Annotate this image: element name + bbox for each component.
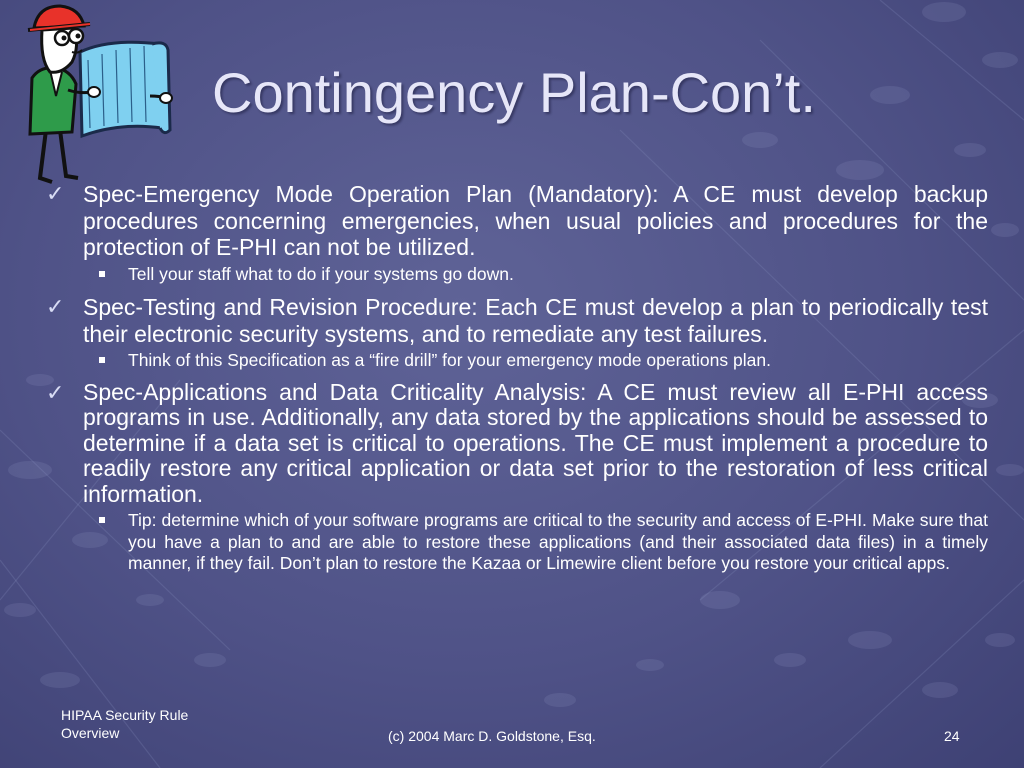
bullet-item xyxy=(44,181,988,261)
footer-title-line2: Overview xyxy=(61,725,120,741)
footer-title-line1: HIPAA Security Rule xyxy=(61,707,189,723)
sub-bullet-text: Think of this Specification as a “fire drill” for your emergency mode operations plan. xyxy=(128,350,771,370)
sub-bullet-text: Tip: determine which of your software programs are critical to the security and access of E-PHI. Make sure that you have a plan to and are able to restore these applications (and their associated data files) in a timely manner, if they fail. Don’t plan to restore the Kazaa or Limewire client before you restore your critical apps. xyxy=(128,510,988,573)
checkmark-icon: ✓ xyxy=(46,181,65,206)
square-bullet-icon xyxy=(99,271,105,277)
sub-bullet-item xyxy=(128,510,988,575)
bullet-item xyxy=(44,294,988,347)
bullet-text: Spec-Applications and Data Criticality Analysis: A CE must review all E-PHI access programs in use. Additionally, any data stored by the applications should be assessed to determine if a data set is critical to operations. The CE must implement a procedure to readily restore any critical application or data set prior to the restoration of less critical information. xyxy=(83,378,988,507)
slide-body xyxy=(44,181,988,579)
bullet-item xyxy=(44,380,988,508)
sub-bullet-item xyxy=(128,264,988,286)
square-bullet-icon xyxy=(99,517,105,523)
bullet-text: Spec-Testing and Revision Procedure: Each CE must develop a plan to periodically test their electronic security systems, and to remediate any test failures. xyxy=(83,294,988,347)
cartoon-person-hardhat-blueprint-icon xyxy=(10,0,180,190)
bullet-text: Spec-Emergency Mode Operation Plan (Mandatory): A CE must develop backup procedures concerning emergencies, when usual policies and procedures for the protection of E-PHI can not be utilized. xyxy=(83,181,988,260)
footer-presentation-title xyxy=(61,706,241,742)
checkmark-icon: ✓ xyxy=(46,379,65,405)
checkmark-icon: ✓ xyxy=(46,294,65,319)
footer-copyright: (c) 2004 Marc D. Goldstone, Esq. xyxy=(388,728,596,744)
slide-number: 24 xyxy=(944,728,960,744)
slide-title: Contingency Plan-Con’t. xyxy=(212,61,816,124)
square-bullet-icon xyxy=(99,357,105,363)
sub-bullet-item xyxy=(128,350,988,372)
sub-bullet-text: Tell your staff what to do if your systems go down. xyxy=(128,263,514,284)
